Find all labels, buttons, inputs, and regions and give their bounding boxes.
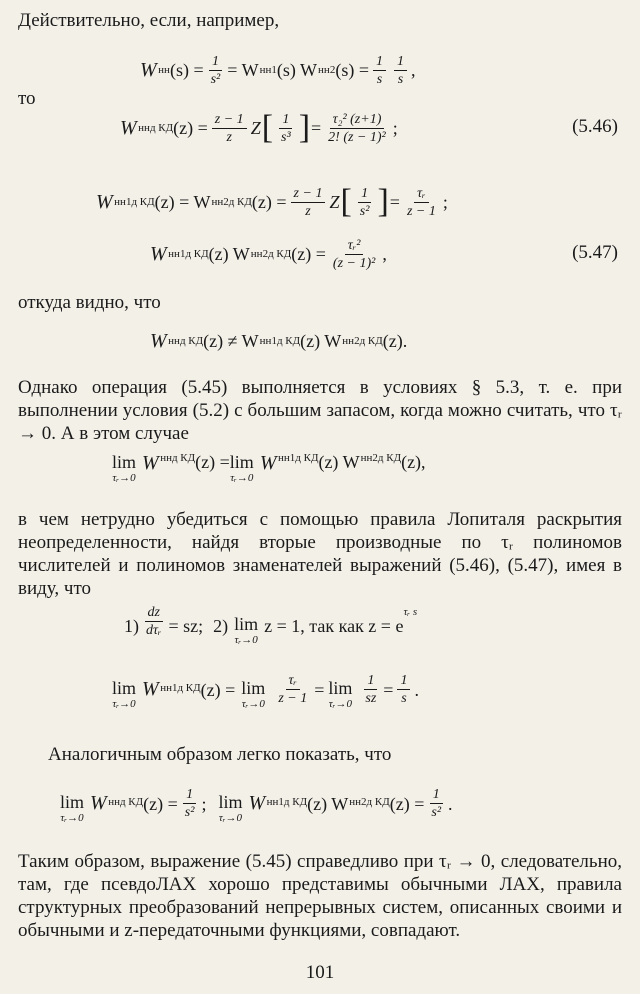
subscript: нн1д КД xyxy=(168,248,209,260)
fraction xyxy=(275,672,310,707)
lim-word: lim xyxy=(112,678,137,698)
lim-word: lim xyxy=(241,678,266,698)
eq-text: (s) W xyxy=(276,59,318,80)
equation-number: (5.47) xyxy=(572,242,618,263)
w-symbol: W xyxy=(142,678,160,700)
w-symbol: W xyxy=(90,792,108,814)
denominator: s³ xyxy=(281,129,291,145)
fraction xyxy=(182,786,198,821)
denominator: sz xyxy=(365,691,377,706)
lim-subscript: τᵣ→0 xyxy=(112,698,136,710)
subscript: нн1д КД xyxy=(259,335,301,347)
eq-text: = xyxy=(389,191,400,212)
subscript: ннд КД xyxy=(160,452,196,464)
subscript: нн2д КД xyxy=(211,196,252,208)
equation-5-47-second xyxy=(150,230,387,278)
numerator: dz xyxy=(145,604,163,622)
right-bracket: ] xyxy=(377,183,389,220)
denominator: 2! (z − 1)² xyxy=(328,129,386,145)
paragraph-lhopital: в чем нетрудно убедиться с помощью правила Лопиталя раскрытия неопределенности, найдя вторые производные по τᵣ полиномов числителей и полиномов знаменателей выражений (5.46), (5.47), имея в виду, что xyxy=(18,509,622,599)
denominator: z xyxy=(305,203,311,219)
paragraph-conclusion: Таким образом, выражение (5.45) справедливо при τᵣ → 0, следовательно, там, где псевдоЛАХ хорошо представимы обычными ЛАХ, правила структурных преобразований непрерывных систем, описанных своими и обычными и z-передаточными функциями, совпадают. xyxy=(18,851,622,941)
eq-text: 2) xyxy=(213,616,229,636)
numerator: 1 xyxy=(373,53,386,71)
denominator: s² xyxy=(184,805,195,820)
analog-line: Аналогичным образом легко показать, что xyxy=(48,744,392,765)
paragraph-however: Однако операция (5.45) выполняется в условиях § 5.3, т. е. при выполнении условия (5.2) с большим запасом, когда можно считать, что τᵣ → 0. А в этом случае xyxy=(18,377,622,444)
lim-word: lim xyxy=(229,452,254,472)
eq-text: (s) = xyxy=(169,59,204,80)
fraction xyxy=(143,604,164,639)
right-bracket: ] xyxy=(298,109,311,146)
eq-text: 1) xyxy=(124,616,139,636)
equation-definition xyxy=(140,48,415,92)
eq-text: z = 1, так как z = e xyxy=(264,616,404,636)
numerator: 1 xyxy=(183,786,196,804)
lim-subscript: τᵣ→0 xyxy=(328,698,352,710)
numerator: z − 1 xyxy=(212,111,247,129)
eq-text: = W xyxy=(227,59,259,80)
equation-limit-final xyxy=(60,786,453,834)
lim-subscript: τᵣ→0 xyxy=(218,812,243,824)
limit xyxy=(234,614,258,646)
limit xyxy=(230,452,254,484)
numerator: τᵣ² xyxy=(345,237,364,255)
numerator: 1 xyxy=(358,185,371,203)
fraction xyxy=(330,237,378,272)
numerator: τ₂² (z+1) xyxy=(330,111,385,129)
numerator: 1 xyxy=(209,53,222,71)
eq-text: (z) = xyxy=(195,452,230,472)
numerator: 1 xyxy=(430,786,443,804)
lim-subscript: τᵣ→0 xyxy=(230,472,254,484)
lim-subscript: τᵣ→0 xyxy=(241,698,265,710)
eq-text: . xyxy=(448,794,453,814)
eq-text: , xyxy=(410,59,416,80)
lim-word: lim xyxy=(112,452,137,472)
limit xyxy=(328,678,352,710)
lim-word: lim xyxy=(60,792,85,812)
eq-text: = xyxy=(383,680,394,700)
eq-text: . xyxy=(414,680,419,700)
subscript: ннд КД xyxy=(138,122,174,134)
fraction xyxy=(362,672,379,707)
denominator: s² xyxy=(359,203,370,219)
subscript: ннд КД xyxy=(168,335,204,347)
lim-subscript: τᵣ→0 xyxy=(60,812,84,824)
denominator: s xyxy=(397,71,404,87)
lim-subscript: τᵣ→0 xyxy=(234,634,258,646)
numerator: 1 xyxy=(279,111,292,129)
eq-text: ; xyxy=(442,191,448,212)
equation-limit-component xyxy=(112,672,419,720)
equation-5-47-first xyxy=(96,178,448,226)
equation-conditions xyxy=(124,604,417,652)
equation-number: (5.46) xyxy=(572,116,618,137)
eq-text: (z) = xyxy=(251,191,287,212)
fraction xyxy=(357,185,373,220)
lim-subscript: τᵣ→0 xyxy=(112,472,136,484)
w-symbol: W xyxy=(248,792,266,814)
fraction xyxy=(212,111,247,146)
eq-text: (z) = W xyxy=(154,191,211,212)
w-symbol: W xyxy=(259,452,277,474)
numerator: τᵣ xyxy=(286,672,300,690)
lim-word: lim xyxy=(234,614,259,634)
denominator: (z − 1)² xyxy=(332,255,376,271)
numerator: 1 xyxy=(364,672,377,690)
subscript: ннд КД xyxy=(108,796,144,808)
eq-text: , xyxy=(382,243,387,264)
eq-text: (z) = xyxy=(143,794,178,814)
eq-text: (z). xyxy=(382,330,408,351)
eq-text: (s) = xyxy=(335,59,369,80)
fraction xyxy=(373,53,386,88)
fraction xyxy=(397,672,410,707)
subscript: нн1 xyxy=(259,64,277,76)
left-bracket: [ xyxy=(261,109,274,146)
fraction xyxy=(208,53,224,88)
limit xyxy=(218,792,242,824)
equation-limit-product xyxy=(112,452,426,494)
eq-text: (z) = xyxy=(389,794,425,814)
eq-text: (z) W xyxy=(307,794,349,814)
page-number: 101 xyxy=(305,962,335,983)
eq-text: (z) = xyxy=(291,243,326,264)
fraction xyxy=(291,185,326,220)
denominator: s² xyxy=(431,805,442,820)
limit xyxy=(241,678,265,710)
numerator: 1 xyxy=(394,53,407,71)
denominator: s xyxy=(401,691,407,706)
equation-inequality xyxy=(150,326,407,356)
subscript: нн2д КД xyxy=(360,452,402,464)
w-symbol: W xyxy=(140,58,158,81)
z-transform-symbol: Z xyxy=(329,191,340,212)
subscript: нн2 xyxy=(318,64,336,76)
to-word: то xyxy=(18,88,36,109)
eq-text: (z) W xyxy=(300,330,342,351)
w-symbol: W xyxy=(142,452,160,474)
exponent: τᵣ s xyxy=(403,606,418,618)
subscript: нн2д КД xyxy=(349,796,390,808)
eq-text: (z) W xyxy=(208,243,250,264)
numerator: 1 xyxy=(397,672,410,690)
eq-text: (z) = xyxy=(173,117,208,138)
subscript: нн1д КД xyxy=(114,196,155,208)
denominator: z − 1 xyxy=(278,691,308,706)
eq-text: = xyxy=(314,680,325,700)
eq-text: ; xyxy=(201,794,207,814)
subscript: нн2д КД xyxy=(342,335,383,347)
subscript: нн1д КД xyxy=(266,796,308,808)
eq-text: (z) W xyxy=(318,452,360,472)
denominator: s² xyxy=(210,71,221,87)
otkuda-line: откуда видно, что xyxy=(18,292,161,313)
w-symbol: W xyxy=(150,242,168,265)
z-transform-symbol: Z xyxy=(250,117,261,138)
fraction xyxy=(428,786,444,821)
fraction xyxy=(394,53,407,88)
eq-text: = sz; xyxy=(168,616,204,636)
subscript: нн2д КД xyxy=(250,248,292,260)
fraction xyxy=(404,185,439,220)
limit xyxy=(112,452,136,484)
w-symbol: W xyxy=(120,116,138,139)
denominator: dτᵣ xyxy=(146,623,162,638)
denominator: z − 1 xyxy=(406,203,436,219)
eq-text: = xyxy=(311,117,322,138)
w-symbol: W xyxy=(96,190,114,213)
denominator: s xyxy=(376,71,383,87)
eq-text: (z) ≠ W xyxy=(203,330,259,351)
equation-5-46 xyxy=(120,104,398,152)
eq-text: (z), xyxy=(401,452,426,472)
denominator: z xyxy=(226,129,232,145)
lim-word: lim xyxy=(328,678,353,698)
left-bracket: [ xyxy=(340,183,352,220)
limit xyxy=(60,792,84,824)
fraction xyxy=(325,111,389,146)
subscript: нн1д КД xyxy=(160,682,201,694)
eq-text: ; xyxy=(392,117,398,138)
numerator: τᵣ xyxy=(414,185,428,203)
numerator: z − 1 xyxy=(291,185,326,203)
limit xyxy=(112,678,136,710)
subscript: нн xyxy=(158,64,170,76)
intro-line: Действительно, если, например, xyxy=(18,10,280,31)
w-symbol: W xyxy=(150,329,168,352)
eq-text: (z) = xyxy=(200,680,236,700)
fraction xyxy=(278,111,294,146)
subscript: нн1д КД xyxy=(277,452,319,464)
lim-word: lim xyxy=(218,792,243,812)
